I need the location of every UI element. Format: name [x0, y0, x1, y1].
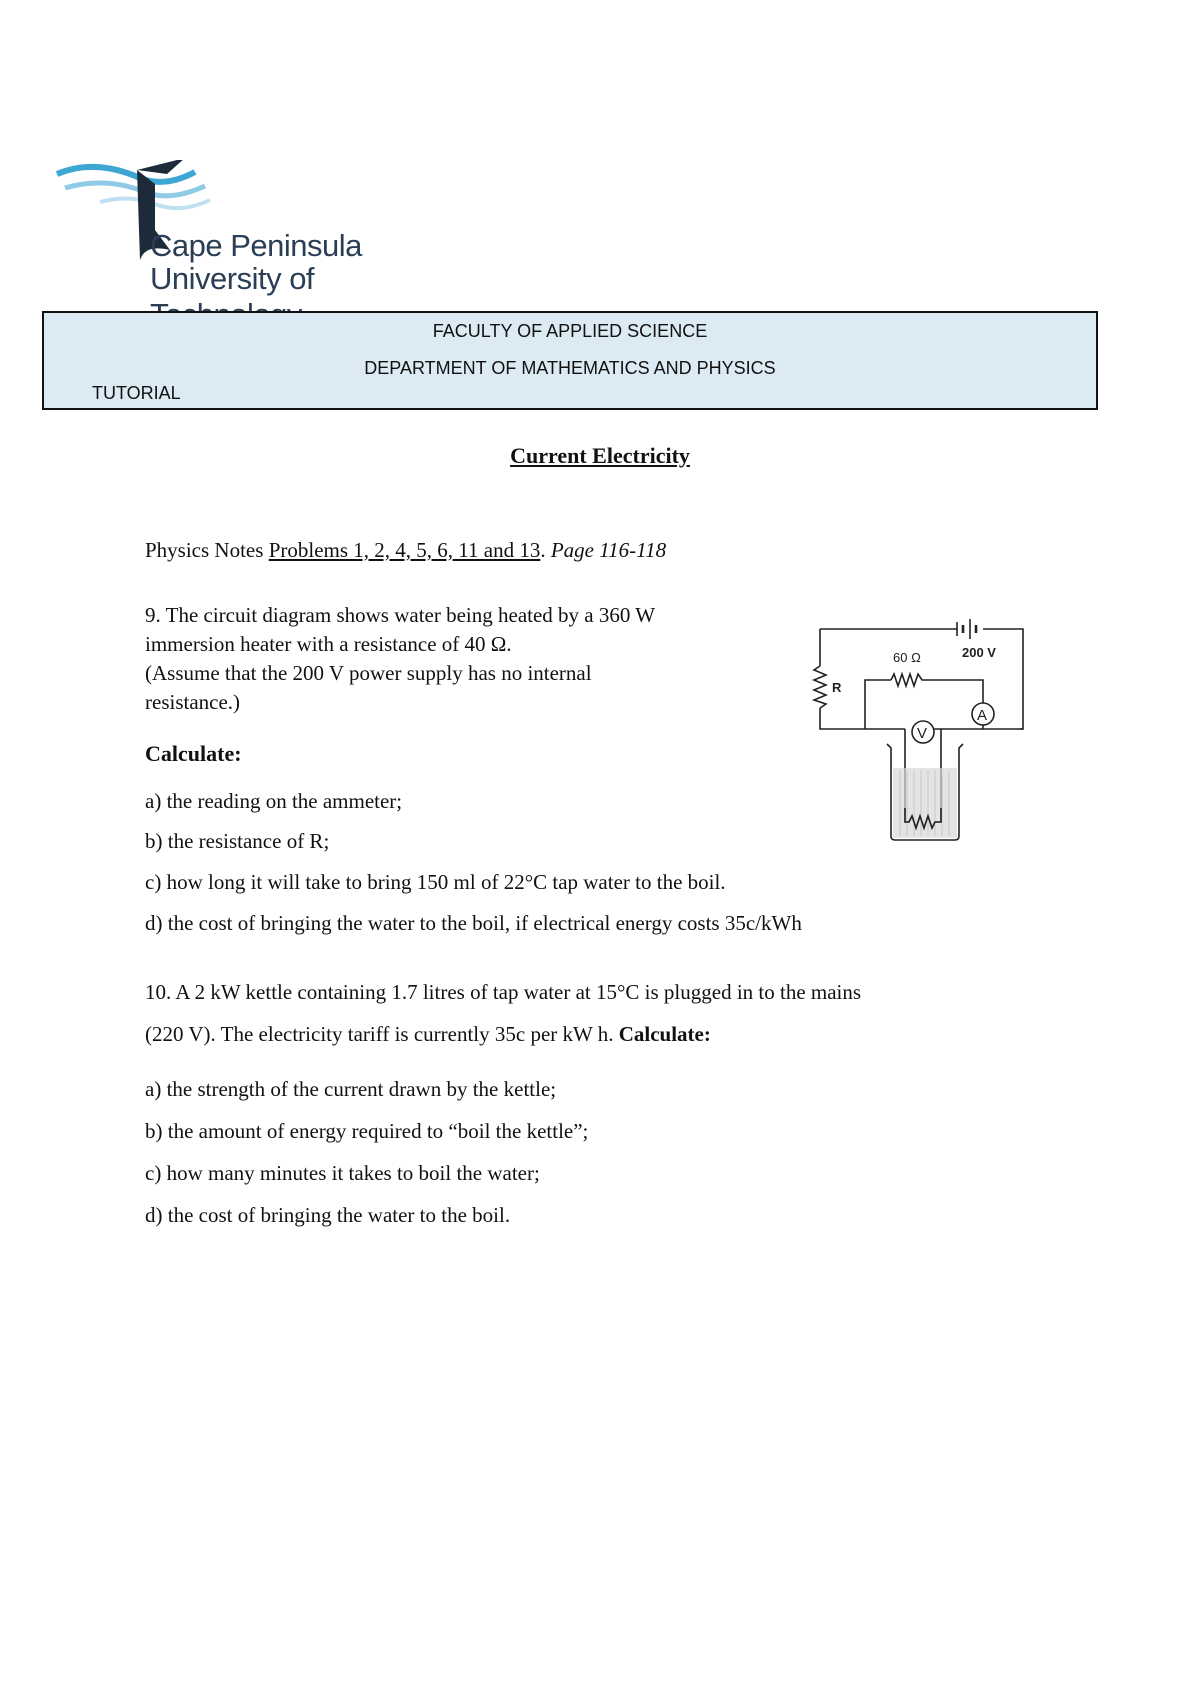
notes-problems: Problems 1, 2, 4, 5, 6, 11 and 13: [268, 538, 541, 562]
q9-item-d: d) the cost of bringing the water to the boil, if electrical energy costs 35c/kWh: [145, 911, 802, 935]
supply-label: 200 V: [962, 645, 996, 660]
notes-dot: .: [540, 538, 551, 562]
logo-line-2: University of: [150, 261, 315, 296]
resistor-60-label: 60 Ω: [893, 650, 921, 665]
q10-calculate: Calculate:: [618, 1022, 711, 1046]
q9-calculate: Calculate:: [145, 741, 242, 766]
notes-prefix: Physics Notes: [145, 538, 269, 562]
q9-line-4: resistance.): [145, 690, 241, 714]
university-logo: [55, 160, 435, 310]
q10-line-2: [145, 1020, 711, 1049]
q9-line-3: (Assume that the 200 V power supply has no internal: [145, 661, 592, 685]
voltmeter-symbol: V: [917, 725, 928, 742]
q10-item-b: b) the amount of energy required to “boil the kettle”;: [145, 1119, 589, 1143]
q10-item-d: d) the cost of bringing the water to the boil.: [145, 1203, 511, 1227]
q9-item-c: c) how long it will take to bring 150 ml of 22°C tap water to the boil.: [145, 870, 726, 894]
ammeter-symbol: A: [977, 707, 988, 724]
q9-line-1: 9. The circuit diagram shows water being heated by a 360 W: [145, 603, 656, 627]
notes-line: [145, 536, 666, 565]
q9-item-a: a) the reading on the ammeter;: [145, 789, 403, 813]
r-label: R: [832, 680, 842, 695]
circuit-diagram: [805, 608, 1035, 848]
question-9: [145, 601, 775, 717]
department-name: DEPARTMENT OF MATHEMATICS AND PHYSICS: [364, 358, 776, 378]
document-type: TUTORIAL: [92, 383, 181, 403]
logo-line-1: Cape Peninsula: [150, 228, 362, 263]
page-title: Current Electricity: [510, 443, 690, 468]
q9-item-b: b) the resistance of R;: [145, 829, 330, 853]
q10-item-a: a) the strength of the current drawn by the kettle;: [145, 1077, 557, 1101]
notes-pages: Page 116-118: [550, 538, 667, 562]
q10-item-c: c) how many minutes it takes to boil the water;: [145, 1161, 540, 1185]
q9-line-2: immersion heater with a resistance of 40 Ω.: [145, 632, 512, 656]
header-box: [42, 311, 1098, 410]
q10-line-2-text: (220 V). The electricity tariff is currently 35c per kW h.: [145, 1022, 619, 1046]
q10-line-1: 10. A 2 kW kettle containing 1.7 litres of tap water at 15°C is plugged in to the mains: [145, 980, 862, 1004]
faculty-name: FACULTY OF APPLIED SCIENCE: [432, 321, 708, 341]
